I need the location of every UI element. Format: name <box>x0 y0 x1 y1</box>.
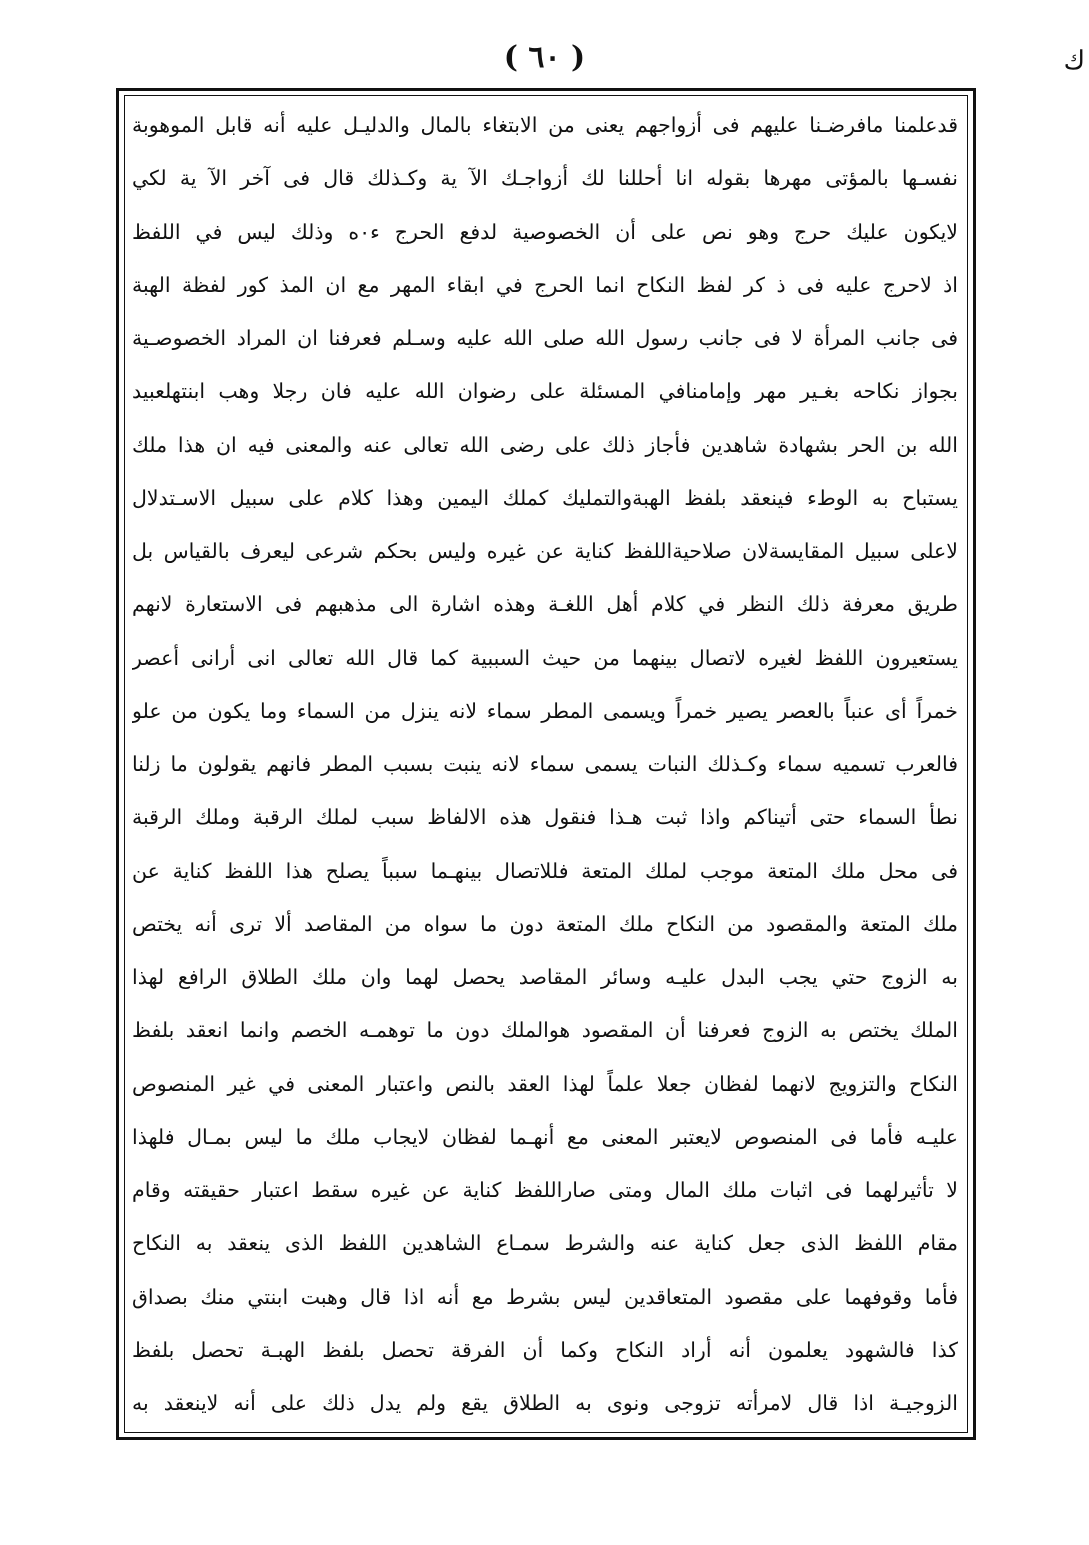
text-line: نطأ السماء حتى أتيناكم واذا ثبت هـذا فنقول هذه الالفاظ سبب لملك الرقبة وملك الرقبة <box>132 805 958 830</box>
text-line: نفسـها بالمؤتى مهرها بقوله انا أحللنا لك أزواجـك الآ ية وكـذلك قال فى آخر الآ ية لكي <box>132 166 958 191</box>
text-line: خمراً أى عنباً بالعصر يصير خمراً ويسمى المطر سماء لانه ينزل من السماء وما يكون من علو <box>132 698 958 723</box>
text-line: فالعرب تسميه سماء وكـذلك النبات يسمى سماء لانه ينبت بسبب المطر فانهم يقولون ما زلنا <box>132 752 958 776</box>
text-line: يستباح به الوطء فينعقد بلفظ الهبةوالتمليك كملك اليمين وهذا كلام على سبيل الاسـتدلال <box>132 485 958 510</box>
text-line: طريق معرفة ذلك النظر في كلام أهل اللغـة وهذه اشارة الى مذهبهم فى الاستعارة لانهم <box>132 592 958 617</box>
main-text-block <box>132 104 958 1424</box>
text-line: اذ لاحرج عليه فى ذ كر لفظ النكاح انما الحرج في ابقاء المهر مع ان المذ كور لفظة الهبة <box>132 272 958 297</box>
text-line: النكاح والتزويج لانهما لفظان جعلا علماً لهذا العقد بالنص واعتبار المعنى في غير المنصوص <box>132 1071 958 1096</box>
page-number: ( ٦٠ ) <box>503 40 586 75</box>
text-line: الزوجيـة اذا قال لامرأته تزوجى ونوى به الطلاق يقع ولم يدل ذلك على أنه لاينعقد به <box>132 1391 958 1415</box>
text-line: ملك المتعة والمقصود من النكاح ملك المتعة دون ما سواه من المقاصد ألا ترى أنه يختص <box>132 911 958 936</box>
text-line: عليـه فأما فى المنصوص لايعتبر المعنى مع أنهـما لفظان لايجاب ملك ما ليس بمـال فلهذا <box>132 1124 958 1149</box>
text-line: به الزوج حتي يجب البدل عليـه وسائر المقاصد يحصل لهما وان ملك الطلاق الرافع لهذا <box>132 965 958 989</box>
text-line: بجواز نكاحه بغـير مهر وإمامنافي المسئلة على رضوان الله عليه فان رجلا وهب ابنتهلعبيد <box>132 379 958 404</box>
text-line: فأما وقوفهما على مقصود المتعاقدين ليس بشرط مع أنه اذا قال وهبت ابنتي منك بصداق <box>132 1284 958 1309</box>
text-line: فى محل ملك المتعة موجب لملك المتعة فللاتصال بينهـما سبباً يصلح هذا اللفظ كناية عن <box>132 858 958 883</box>
text-line: الملك يختص به الزوج فعرفنا أن المقصود هوالملك دون ما توهمـه الخصم وانما انعقد بلفظ <box>132 1018 958 1043</box>
text-line: مقام اللفظ الذى جعل كناية عنه والشرط سمـاع الشاهدين اللفظ الذى ينعقد به النكاح <box>132 1231 958 1256</box>
text-line: الله بن الحر بشهادة شاهدين فأجاز ذلك على رضى الله تعالى عنه والمعنى فيه ان هذا ملك <box>132 432 958 457</box>
corner-mark: ك <box>1063 46 1085 76</box>
text-line: لاعلى سبيل المقايسةلان صلاحيةاللفظ كناية عن غيره وليس بحكم شرعى ليعرف بالقياس بل <box>132 539 958 563</box>
text-line: يستعيرون اللفظ لغيره لاتصال بينهما من حيث السببية كما قال الله تعالى انى أرانى أعصر <box>132 645 958 670</box>
text-line: فى جانب المرأة لا فى جانب رسول الله صلى الله عليه وسـلم فعرفنا ان المراد الخصوصـية <box>132 326 958 350</box>
text-line: كذا فالشهود يعلمون أنه أراد النكاح وكما أن الفرقة تحصل بلفظ الهبـة تحصل بلفظ <box>132 1337 958 1362</box>
text-line: لايكون عليك حرج وهو نص على أن الخصوصية لدفع الحرج ء٠ه وذلك ليس في اللفظ <box>132 219 958 244</box>
text-line: لا تأثيرلهما فى اثبات ملك المال ومتى صاراللفظ كناية عن غيره سقط اعتبار حقيقته وقام <box>132 1178 958 1202</box>
text-line: قدعلمنا مافرضـنا عليهم فى أزواجهم يعنى من الابتغاء بالمال والدليـل عليه أنه قابل الموهوبة <box>132 113 958 137</box>
